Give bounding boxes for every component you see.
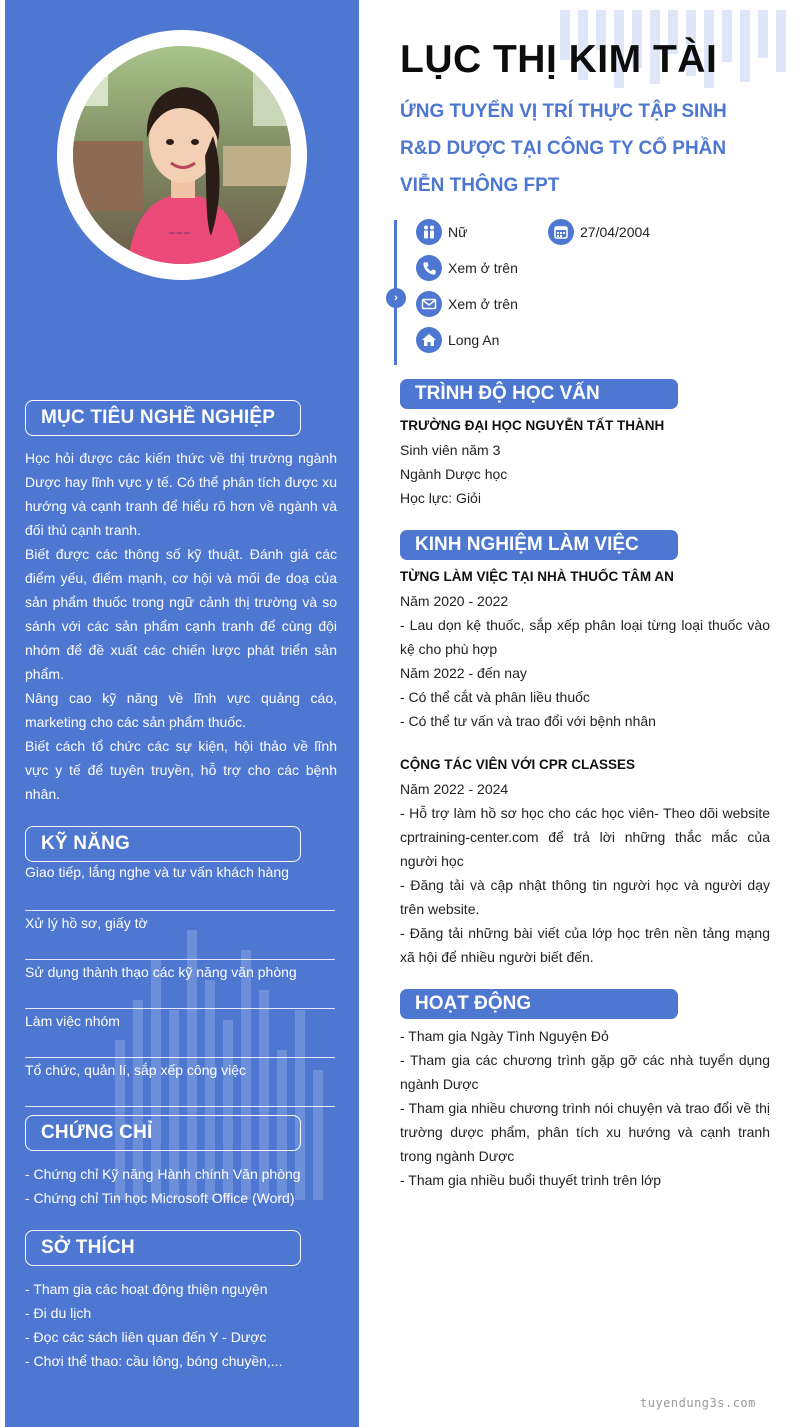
job-line: Năm 2020 - 2022: [400, 593, 509, 609]
contact-gender: [416, 219, 467, 245]
position-line: R&D DƯỢC TẠI CÔNG TY CỔ PHẦN: [400, 138, 727, 159]
applied-position: [400, 93, 760, 204]
contact-email: [416, 291, 518, 317]
activities-title: HOẠT ĐỘNG: [400, 989, 678, 1019]
hobby-item: - Tham gia các hoạt động thiện nguyện: [25, 1281, 268, 1297]
hobby-item: - Đi du lịch: [25, 1305, 92, 1321]
objective-paragraph: Học hỏi được các kiến thức về thị trường ngành Dược hay lĩnh vực y tế. Có thể phân tích được xu hướng và cạnh tranh để hiểu rõ hơn về ngành và đối thủ cạnh tranh.: [25, 450, 337, 538]
education-block: [400, 414, 770, 510]
birthday-value: 27/04/2004: [580, 224, 651, 240]
people-icon: [416, 219, 442, 245]
phone-value: Xem ở trên: [448, 260, 518, 276]
certs-list: [25, 1162, 345, 1210]
job-line: - Lau dọn kệ thuốc, sắp xếp phân loại từng loại thuốc vào kệ cho phù hợp: [400, 617, 770, 657]
chevron-right-icon: ›: [386, 288, 406, 308]
job-line: - Có thể tư vấn và trao đổi với bệnh nhân: [400, 713, 656, 729]
education-line: Học lực: Giỏi: [400, 490, 481, 506]
objective-title: MỤC TIÊU NGHỀ NGHIỆP: [25, 400, 301, 436]
job-line: - Hỗ trợ làm hồ sơ học cho các học viên- Theo dõi website cprtraining-center.com để trả lời những thắc mắc của người học: [400, 805, 770, 869]
contact-phone: [416, 255, 518, 281]
job-line: - Có thể cắt và phân liều thuốc: [400, 689, 590, 705]
position-line: ỨNG TUYỂN VỊ TRÍ THỰC TẬP SINH: [400, 101, 727, 122]
job-company: CỘNG TÁC VIÊN VỚI CPR CLASSES: [400, 757, 636, 772]
sidebar: [5, 0, 359, 1427]
contact-birthday: [548, 219, 650, 245]
skill-item: Sử dụng thành thạo các kỹ năng văn phòng: [25, 960, 335, 1009]
activity-item: - Tham gia các chương trình gặp gỡ các nhà tuyển dụng ngành Dược: [400, 1052, 770, 1092]
job-line: Năm 2022 - đến nay: [400, 665, 527, 681]
cert-item: - Chứng chỉ Tin học Microsoft Office (Word): [25, 1190, 295, 1206]
objective-paragraph: Biết được các thông số kỹ thuật. Đánh giá các điểm yếu, điểm mạnh, cơ hội và mối đe doạ của sản phẩm thuốc trong ngữ cảnh thị trường và so sánh với các sản phẩm cạnh tranh để cùng đội nhóm để đề xuất các chiến lược phát triển sản phẩm.: [25, 546, 337, 682]
skill-item: Giao tiếp, lắng nghe và tư vấn khách hàng: [25, 862, 335, 911]
skills-list: [25, 862, 335, 1107]
experience-title: KINH NGHIỆM LÀM VIỆC: [400, 530, 678, 560]
mail-icon: [416, 291, 442, 317]
education-line: Ngành Dược học: [400, 466, 508, 482]
hobbies-title: SỞ THÍCH: [25, 1230, 301, 1266]
objective-text: [25, 446, 337, 806]
skill-item: Làm việc nhóm: [25, 1009, 335, 1058]
svg-text:~~~: ~~~: [168, 229, 191, 239]
education-title: TRÌNH ĐỘ HỌC VẤN: [400, 379, 678, 409]
activity-item: - Tham gia nhiều buổi thuyết trình trên lớp: [400, 1172, 662, 1188]
watermark: tuyendung3s.com: [640, 1396, 756, 1410]
avatar: [73, 46, 291, 264]
hobbies-list: [25, 1277, 345, 1373]
candidate-name: LỤC THỊ KIM TÀI: [400, 38, 718, 81]
cert-item: - Chứng chỉ Kỹ năng Hành chính Văn phòng: [25, 1166, 301, 1182]
objective-paragraph: Nâng cao kỹ năng về lĩnh vực quảng cáo, marketing cho các sản phẩm thuốc.: [25, 690, 337, 730]
gender-value: Nữ: [448, 224, 468, 240]
position-line: VIỄN THÔNG FPT: [400, 175, 560, 196]
skills-title: KỸ NĂNG: [25, 826, 301, 862]
job-line: Năm 2022 - 2024: [400, 781, 509, 797]
job-block: [400, 753, 770, 969]
job-line: - Đăng tải những bài viết của lớp học trên nền tảng mạng xã hội để nhiều người biết đến.: [400, 925, 770, 965]
education-line: Sinh viên năm 3: [400, 442, 501, 458]
activity-item: - Tham gia nhiều chương trình nói chuyện và trao đổi về thị trường dược phẩm, phân tích xu hướng và cạnh tranh trong ngành Dược: [400, 1100, 770, 1164]
home-icon: [416, 327, 442, 353]
activities-block: [400, 1024, 770, 1192]
hobby-item: - Chơi thể thao: cầu lông, bóng chuyền,...: [25, 1353, 283, 1369]
objective-paragraph: Biết cách tổ chức các sự kiện, hội thảo về lĩnh vực y tế để tuyên truyền, hỗ trợ cho các bệnh nhân.: [25, 738, 337, 802]
activity-item: - Tham gia Ngày Tình Nguyện Đỏ: [400, 1028, 609, 1044]
job-block: [400, 565, 770, 733]
job-company: TỪNG LÀM VIỆC TẠI NHÀ THUỐC TÂM AN: [400, 569, 674, 584]
contact-address: [416, 327, 499, 353]
school-name: TRƯỜNG ĐẠI HỌC NGUYỄN TẤT THÀNH: [400, 418, 665, 433]
hobby-item: - Đọc các sách liên quan đến Y - Dược: [25, 1329, 267, 1345]
address-value: Long An: [448, 332, 500, 348]
job-line: - Đăng tải và cập nhật thông tin người học và người dạy trên website.: [400, 877, 770, 917]
skill-item: Xử lý hồ sơ, giấy tờ: [25, 911, 335, 960]
certs-title: CHỨNG CHỈ: [25, 1115, 301, 1151]
calendar-icon: [548, 219, 574, 245]
phone-icon: [416, 255, 442, 281]
skill-item: Tổ chức, quản lí, sắp xếp công việc: [25, 1058, 335, 1107]
email-value: Xem ở trên: [448, 296, 518, 312]
